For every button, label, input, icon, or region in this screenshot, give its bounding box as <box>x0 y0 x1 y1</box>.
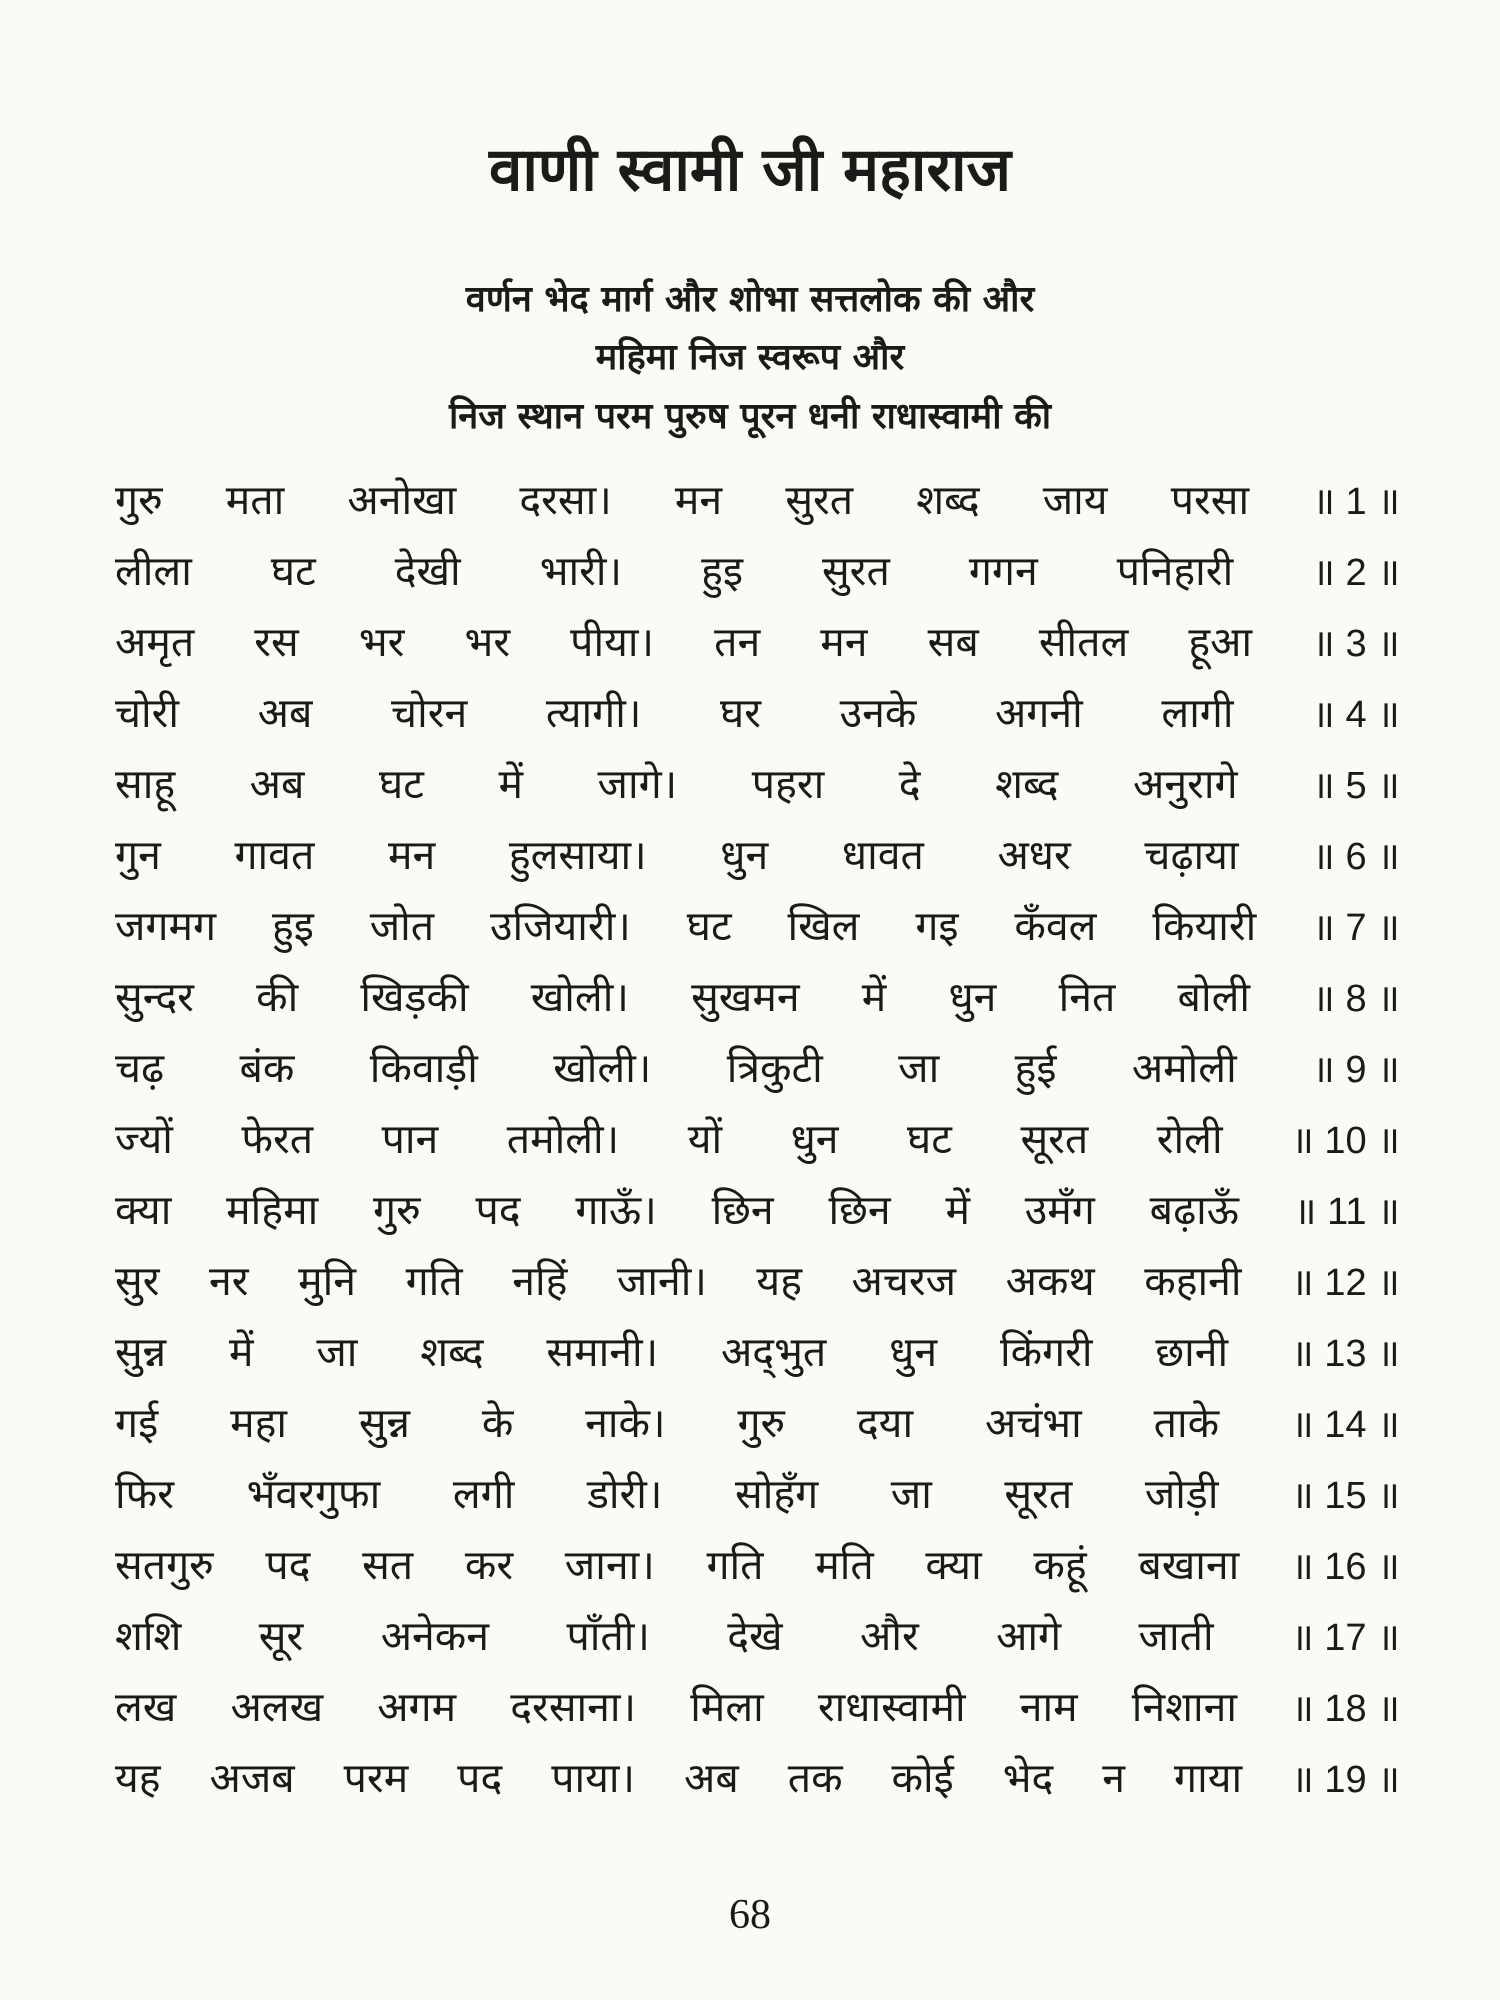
verse-line <box>115 1175 1400 1246</box>
verse-line <box>115 607 1400 678</box>
verse-word: अगनी <box>994 689 1083 737</box>
verse-word: सूरत <box>1004 1470 1073 1518</box>
verse-number: ॥ 4 ॥ <box>1312 694 1400 736</box>
verse-word: पद <box>457 1754 503 1802</box>
verse-word: गुरु <box>115 476 163 524</box>
verse-word: पहरा <box>751 760 825 808</box>
verse-word: घट <box>907 1115 952 1163</box>
verse-word: पनिहारी <box>1116 547 1234 595</box>
verse-word: भर <box>358 618 405 666</box>
verse-word: ताके <box>1153 1399 1220 1447</box>
verse-number: ॥ 5 ॥ <box>1312 765 1400 807</box>
verse-word: ज्यों <box>115 1115 173 1163</box>
verse-word: घट <box>378 760 424 808</box>
verse-word: अनोखा <box>347 476 457 524</box>
verse-word: अनेकन <box>380 1612 490 1660</box>
verse-word: शब्द <box>420 1328 484 1376</box>
verse-word: गुरु <box>737 1399 786 1447</box>
verse-word: कोई <box>891 1754 954 1802</box>
verse-word: सीतल <box>1038 618 1129 666</box>
verse-word: धुन <box>790 1115 839 1163</box>
verse-word: शशि <box>115 1612 182 1660</box>
verse-word: सुन्न <box>358 1399 410 1447</box>
bleed-through-text <box>30 0 1500 40</box>
verse-number: ॥ 1 ॥ <box>1312 481 1400 523</box>
verse-word: परसा <box>1170 476 1250 524</box>
verse-word: अगम <box>377 1683 457 1731</box>
page-number: 68 <box>729 1892 771 1938</box>
verse-word: मुनि <box>298 1257 357 1305</box>
verse-word: सुरत <box>821 547 890 595</box>
verse-number: ॥ 3 ॥ <box>1312 623 1400 665</box>
verse-line <box>115 1743 1400 1814</box>
verse-word: हुलसाया। <box>508 831 647 879</box>
verse-word: मन <box>674 476 723 524</box>
verse-word: अमोली <box>1131 1044 1237 1092</box>
verse-number: ॥ 12 ॥ <box>1291 1262 1400 1304</box>
verse-word: तमोली। <box>506 1115 620 1163</box>
verse-word: बोली <box>1177 973 1250 1021</box>
verse-word: सूर <box>258 1612 304 1660</box>
verse-word: यह <box>756 1257 802 1305</box>
verse-number: ॥ 7 ॥ <box>1312 907 1400 949</box>
verse-word: के <box>481 1399 514 1447</box>
verse-word: कियारी <box>1152 902 1257 950</box>
verse-number: ॥ 14 ॥ <box>1290 1404 1400 1446</box>
verse-number: ॥ 9 ॥ <box>1312 1049 1400 1091</box>
verse-word: गाऊँ। <box>575 1186 657 1234</box>
verse-word: हूआ <box>1188 618 1253 666</box>
verse-word: अचंभा <box>984 1399 1082 1447</box>
page-title: वाणी स्वामी जी महाराज <box>488 135 1012 205</box>
verse-word: धुन <box>720 831 769 879</box>
verse-word: अब <box>684 1754 739 1802</box>
verse-word: कर <box>464 1541 514 1589</box>
verse-word: सूरत <box>1020 1115 1089 1163</box>
verse-word: जा <box>898 1044 940 1092</box>
verse-line <box>115 1033 1400 1104</box>
verse-word: त्रिकुटी <box>726 1044 823 1092</box>
verse-word: कँवल <box>1014 902 1097 950</box>
verse-word: लगी <box>452 1470 515 1518</box>
verse-word: उमँग <box>1024 1186 1095 1234</box>
verse-word: भेद <box>1002 1754 1054 1802</box>
verse-word: अब <box>249 760 305 808</box>
verse-number: ॥ 6 ॥ <box>1312 836 1400 878</box>
verse-line <box>115 891 1400 962</box>
verse-word: लागी <box>1161 689 1234 737</box>
verse-word: जगमग <box>115 902 217 950</box>
verse-word: दरसाना। <box>510 1683 637 1731</box>
verse-word: राधास्वामी <box>817 1683 966 1731</box>
verse-word: घट <box>686 902 732 950</box>
verse-word: में <box>228 1328 254 1376</box>
verse-word: अकथ <box>1005 1257 1095 1305</box>
verse-word: गई <box>115 1399 159 1447</box>
verse-word: मन <box>387 831 436 879</box>
verse-word: गति <box>706 1541 764 1589</box>
verse-word: नाम <box>1019 1683 1078 1731</box>
subtitle-line-1: वर्णन भेद मार्ग और शोभा सत्तलोक की और <box>465 279 1035 320</box>
verse-word: पद <box>475 1186 521 1234</box>
verse-word: पाया। <box>551 1754 636 1802</box>
verse-word: सुर <box>115 1257 160 1305</box>
verse-word: पान <box>381 1115 439 1163</box>
verse-word: तक <box>787 1754 843 1802</box>
verse-word: अलख <box>230 1683 324 1731</box>
verse-word: हुई <box>1014 1044 1057 1092</box>
verse-word: की <box>256 973 299 1021</box>
verse-word: घट <box>270 547 316 595</box>
verse-word: मन <box>820 618 868 666</box>
verse-word: क्या <box>925 1541 982 1589</box>
verse-word: नर <box>209 1257 249 1305</box>
verse-word: नहिं <box>512 1257 568 1305</box>
verse-word: चढ़ाया <box>1144 831 1239 879</box>
verse-word: रस <box>254 618 299 666</box>
verse-word: छिन <box>828 1186 891 1234</box>
verse-word: रोली <box>1156 1115 1223 1163</box>
verse-word: बढ़ाऊँ <box>1149 1186 1239 1234</box>
verse-word: बंक <box>239 1044 295 1092</box>
verse-word: जोड़ी <box>1144 1470 1219 1518</box>
verse-word: सत <box>362 1541 414 1589</box>
verse-word: देखी <box>394 547 461 595</box>
verse-word: सब <box>927 618 979 666</box>
verse-word: किंगरी <box>999 1328 1093 1376</box>
verse-word: खिड़की <box>360 973 469 1021</box>
verse-word: भर <box>464 618 511 666</box>
verse-word: नित <box>1058 973 1116 1021</box>
verse-word: धावत <box>841 831 924 879</box>
verse-number: ॥ 19 ॥ <box>1291 1759 1400 1801</box>
verse-line <box>115 1530 1400 1601</box>
verse-line <box>115 1317 1400 1388</box>
verse-word: चढ़ <box>115 1044 165 1092</box>
verse-word: दे <box>898 760 921 808</box>
verse-word: भारी। <box>539 547 623 595</box>
verse-line <box>115 749 1400 820</box>
verse-word: गाया <box>1174 1754 1243 1802</box>
bleed-through-text <box>10 58 1500 98</box>
verse-number: ॥ 16 ॥ <box>1290 1546 1400 1588</box>
subtitle-line-3: निज स्थान परम पुरुष पूरन धनी राधास्वामी की <box>448 396 1052 437</box>
verse-number: ॥ 10 ॥ <box>1291 1120 1400 1162</box>
verse-word: उनके <box>839 689 917 737</box>
verse-word: जानी। <box>616 1257 707 1305</box>
verse-word: पद <box>265 1541 311 1589</box>
verse-word: जाना। <box>564 1541 655 1589</box>
verse-line <box>115 536 1400 607</box>
verse-word: जाती <box>1138 1612 1214 1660</box>
verse-word: आगे <box>996 1612 1062 1660</box>
verse-word: मता <box>225 476 285 524</box>
verse-word: सुन्न <box>115 1328 167 1376</box>
verse-word: चोरी <box>115 689 180 737</box>
verse-number: ॥ 18 ॥ <box>1291 1688 1400 1730</box>
verse-word: गगन <box>968 547 1038 595</box>
verse-word: तन <box>714 618 761 666</box>
verse-word: मति <box>815 1541 874 1589</box>
verse-word: छानी <box>1155 1328 1229 1376</box>
verse-word: गइ <box>915 902 959 950</box>
verse-line <box>115 1672 1400 1743</box>
verse-word: अजब <box>209 1754 295 1802</box>
verse-line <box>115 678 1400 749</box>
verse-word: दरसा। <box>519 476 612 524</box>
verse-word: देखे <box>727 1612 783 1660</box>
verse-word: यह <box>115 1754 161 1802</box>
verse-list <box>115 465 1400 1814</box>
verse-line <box>115 1459 1400 1530</box>
verse-word: कहानी <box>1144 1257 1242 1305</box>
verse-line <box>115 820 1400 891</box>
verse-word: सुरत <box>785 476 854 524</box>
subtitle-line-2: महिमा निज स्वरूप और <box>595 337 905 378</box>
verse-word: लीला <box>115 547 192 595</box>
verse-word: में <box>945 1186 970 1234</box>
verse-word: जाय <box>1042 476 1108 524</box>
verse-word: सोहँग <box>735 1470 819 1518</box>
verse-word: महा <box>230 1399 287 1447</box>
verse-word: फिर <box>115 1470 174 1518</box>
verse-word: अधर <box>997 831 1071 879</box>
verse-line <box>115 1601 1400 1672</box>
verse-word: अब <box>257 689 313 737</box>
verse-word: बखाना <box>1138 1541 1240 1589</box>
verse-line <box>115 1104 1400 1175</box>
verse-word: और <box>860 1612 919 1660</box>
verse-word: खिल <box>787 902 860 950</box>
verse-word: क्या <box>115 1186 172 1234</box>
verse-word: धुन <box>889 1328 938 1376</box>
verse-word: गावत <box>234 831 315 879</box>
verse-word: शब्द <box>995 760 1059 808</box>
verse-word: अमृत <box>115 618 195 666</box>
verse-word: सुखमन <box>691 973 800 1021</box>
verse-line <box>115 1388 1400 1459</box>
verse-word: खोली। <box>530 973 629 1021</box>
verse-word: छिन <box>711 1186 774 1234</box>
verse-number: ॥ 13 ॥ <box>1290 1333 1400 1375</box>
verse-word: पाँती। <box>566 1612 650 1660</box>
verse-word: अनुरागे <box>1133 760 1238 808</box>
verse-word: परम <box>343 1754 409 1802</box>
verse-word: त्यागी। <box>545 689 642 737</box>
verse-word: गति <box>405 1257 463 1305</box>
verse-word: गुन <box>115 831 161 879</box>
verse-word: उजियारी। <box>490 902 631 950</box>
verse-line <box>115 962 1400 1033</box>
verse-word: पीया। <box>570 618 655 666</box>
verse-word: निशाना <box>1131 1683 1237 1731</box>
verse-word: मिला <box>690 1683 764 1731</box>
verse-word: चोरन <box>391 689 468 737</box>
verse-word: सतगुरु <box>115 1541 214 1589</box>
verse-word: डोरी। <box>586 1470 663 1518</box>
verse-word: अचरज <box>851 1257 957 1305</box>
verse-word: समानी। <box>546 1328 659 1376</box>
verse-word: जागे। <box>597 760 678 808</box>
verse-word: खोली। <box>553 1044 652 1092</box>
verse-word: अद्‌भुत <box>720 1328 827 1376</box>
verse-word: में <box>861 973 887 1021</box>
verse-word: नाके। <box>585 1399 666 1447</box>
verse-word: हुइ <box>701 547 743 595</box>
verse-word: न <box>1102 1754 1126 1802</box>
verse-number: ॥ 11 ॥ <box>1293 1191 1400 1233</box>
verse-word: भँवरगुफा <box>246 1470 381 1518</box>
verse-word: किवाड़ी <box>369 1044 478 1092</box>
verse-word: साहू <box>115 760 176 808</box>
verse-line <box>115 1246 1400 1317</box>
verse-word: कहूं <box>1033 1541 1087 1589</box>
verse-word: में <box>498 760 523 808</box>
verse-word: घर <box>720 689 762 737</box>
verse-word: धुन <box>948 973 997 1021</box>
verse-number: ॥ 17 ॥ <box>1290 1617 1400 1659</box>
verse-word: जोत <box>369 902 435 950</box>
verse-word: जा <box>316 1328 358 1376</box>
verse-word: सुन्दर <box>115 973 194 1021</box>
verse-word: जा <box>890 1470 932 1518</box>
verse-word: यों <box>687 1115 723 1163</box>
verse-line <box>115 465 1400 536</box>
verse-number: ॥ 2 ॥ <box>1312 552 1400 594</box>
verse-number: ॥ 8 ॥ <box>1312 978 1400 1020</box>
verse-word: महिमा <box>226 1186 319 1234</box>
verse-word: फेरत <box>241 1115 314 1163</box>
verse-number: ॥ 15 ॥ <box>1291 1475 1400 1517</box>
verse-word: हुइ <box>271 902 314 950</box>
verse-word: शब्द <box>916 476 980 524</box>
verse-word: लख <box>115 1683 177 1731</box>
verse-word: गुरु <box>373 1186 421 1234</box>
verse-word: दया <box>856 1399 914 1447</box>
